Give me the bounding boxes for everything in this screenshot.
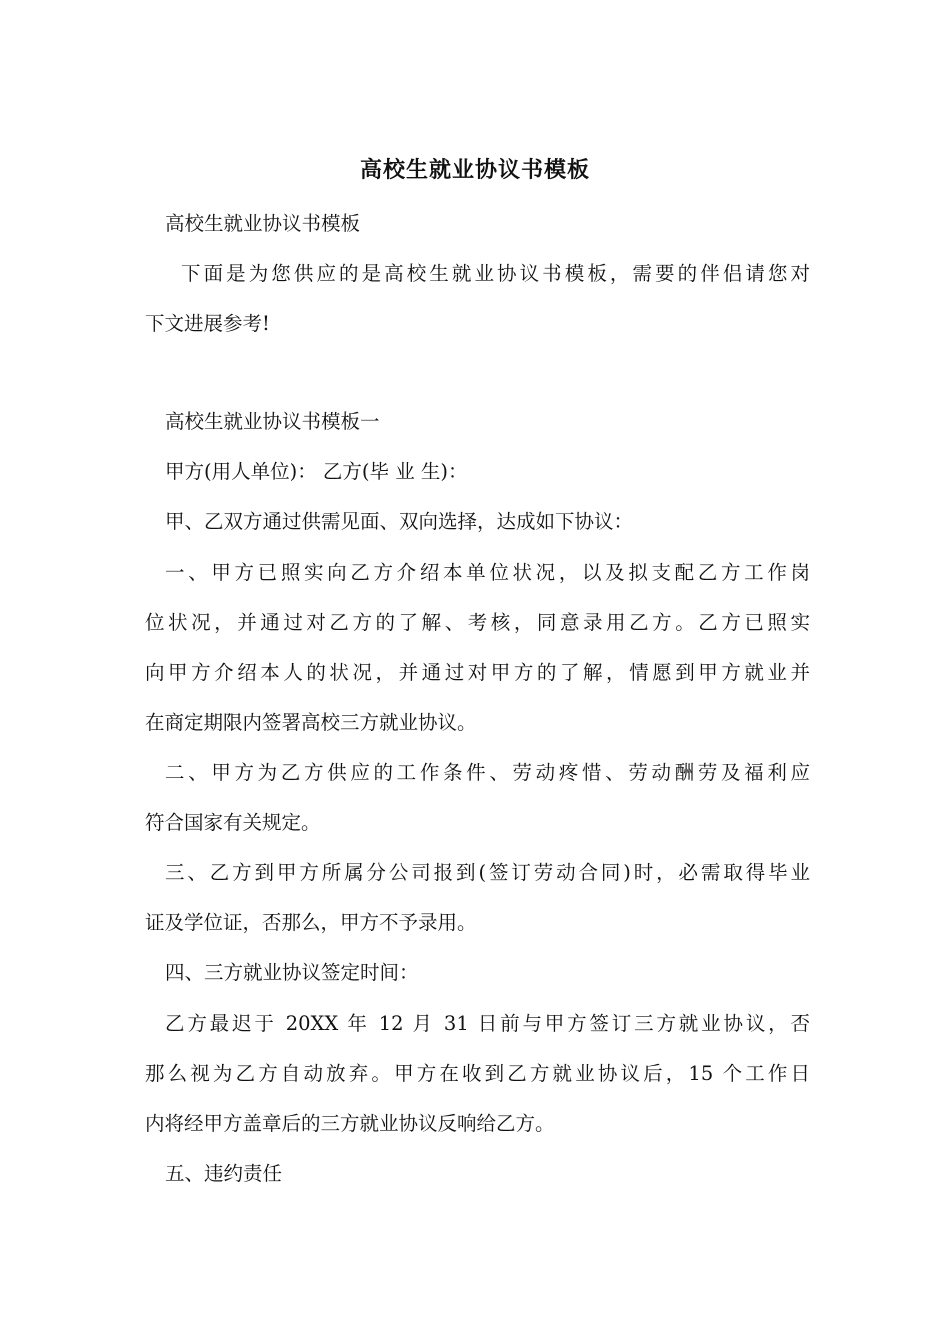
subtitle-line: 高校生就业协议书模板 [165,212,361,235]
section-heading: 高校生就业协议书模板一 [165,410,380,433]
agreement-line: 甲、乙双方通过供需见面、双向选择，达成如下协议： [165,510,634,533]
clause-1-line-3: 向甲方介绍本人的状况，并通过对甲方的了解，情愿到甲方就业并 [145,661,810,684]
clause-4-line-1: 乙方最迟于 20XX 年 12 月 31 日前与甲方签订三方就业协议，否 [165,1012,810,1035]
clause-4-heading: 四、三方就业协议签定时间： [165,961,419,984]
intro-line-2: 下文进展参考! [145,312,270,335]
clause-1-line-2: 位状况，并通过对乙方的了解、考核，同意录用乙方。乙方已照实 [145,611,810,634]
clause-4-line-3: 内将经甲方盖章后的三方就业协议反响给乙方。 [145,1112,555,1135]
intro-line-1: 下面是为您供应的是高校生就业协议书模板，需要的伴侣请您对 [181,262,810,285]
clause-2-line-1: 二、甲方为乙方供应的工作条件、劳动疼惜、劳动酬劳及福利应 [165,761,810,784]
clause-1-line-1: 一、甲方已照实向乙方介绍本单位状况，以及拟支配乙方工作岗 [165,561,810,584]
clause-1-line-4: 在商定期限内签署高校三方就业协议。 [145,711,477,734]
clause-4-line-2: 那么视为乙方自动放弃。甲方在收到乙方就业协议后，15 个工作日 [145,1062,810,1085]
clause-2-line-2: 符合国家有关规定。 [145,811,321,834]
clause-3-line-2: 证及学位证，否那么，甲方不予录用。 [145,911,477,934]
clause-3-line-1: 三、乙方到甲方所属分公司报到(签订劳动合同)时，必需取得毕业 [165,861,810,884]
document-title: 高校生就业协议书模板 [359,157,590,183]
parties-line: 甲方(用人单位)： 乙方(毕 业 生)： [165,460,468,483]
clause-5-heading: 五、违约责任 [165,1162,283,1185]
